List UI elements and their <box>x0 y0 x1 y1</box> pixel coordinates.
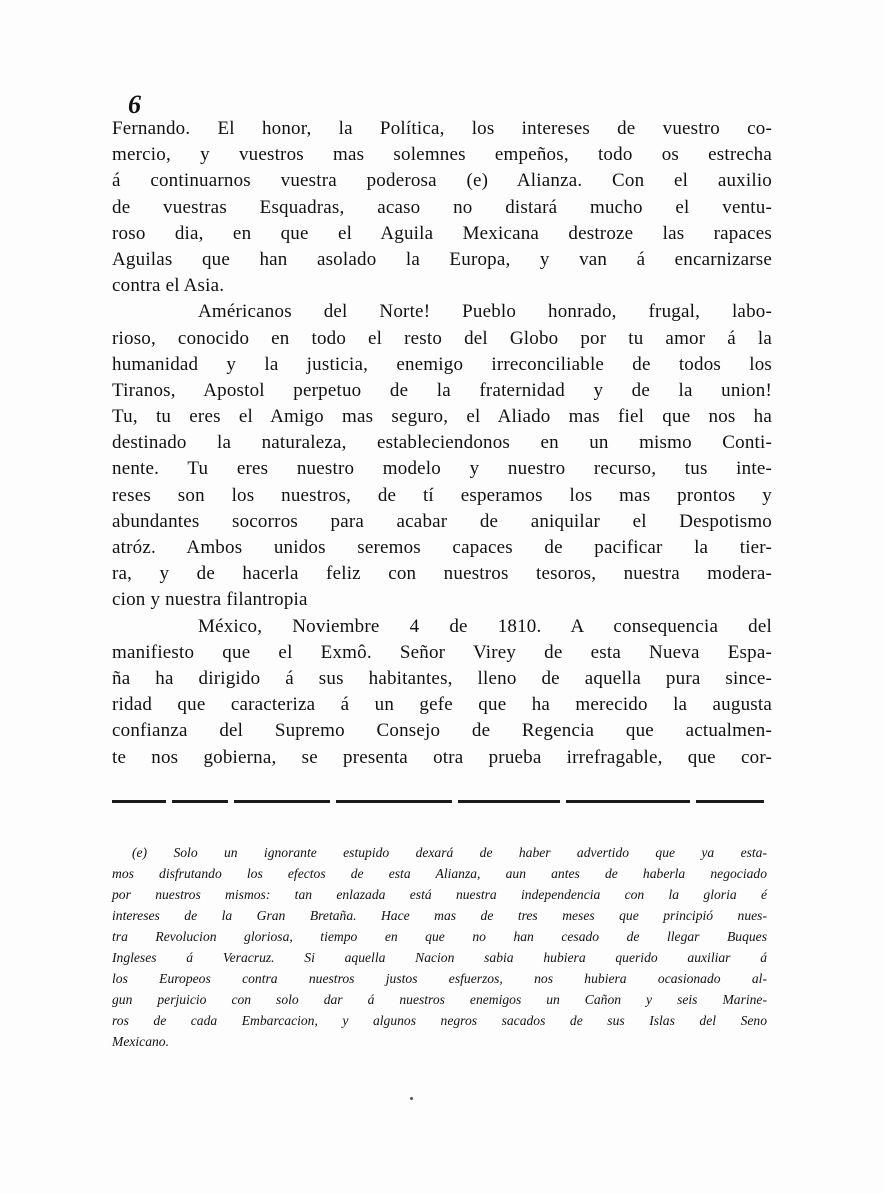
page-number: 6 <box>128 90 141 119</box>
body-text <box>112 116 772 771</box>
footnote-divider <box>112 800 764 803</box>
body-line: ra, y de hacerla feliz con nuestros tesoros, nuestra modera- <box>112 563 772 585</box>
body-line: ña ha dirigido á sus habitantes, lleno de aquella pura since- <box>112 667 772 689</box>
body-line: contra el Asia. <box>112 275 225 297</box>
footnote <box>112 842 767 1052</box>
divider-gap <box>330 799 336 804</box>
dateline: México, Noviembre 4 de 1810. A consequencia del <box>198 615 772 637</box>
divider-gap <box>560 799 566 804</box>
body-line: humanidad y la justicia, enemigo irreconciliable de todos los <box>112 353 772 375</box>
divider-gap <box>228 799 234 804</box>
body-line: Tiranos, Apostol perpetuo de la fraternidad y de la union! <box>112 379 772 401</box>
footnote-line: Mexicano. <box>112 1034 169 1049</box>
footnote-line: gun perjuicio con solo dar á nuestros enemigos un Cañon y seis Marine- <box>112 992 767 1007</box>
footnote-line: mos disfrutando los efectos de esta Alianza, aun antes de haberla negociado <box>112 866 767 881</box>
body-line: reses son los nuestros, de tí esperamos los mas prontos y <box>112 484 772 506</box>
body-line: confianza del Supremo Consejo de Regencia que actualmen- <box>112 720 772 742</box>
print-speck <box>410 1097 413 1100</box>
body-line: á continuarnos vuestra poderosa (e) Alianza. Con el auxilio <box>112 170 772 192</box>
divider-gap <box>690 799 696 804</box>
body-line: Fernando. El honor, la Política, los intereses de vuestro co- <box>112 118 772 139</box>
body-line: atróz. Ambos unidos seremos capaces de pacificar la tier- <box>112 537 772 558</box>
footnote-line: ros de cada Embarcacion, y algunos negros sacados de sus Islas del Seno <box>112 1013 767 1028</box>
footnote-line: (e) Solo un ignorante estupido dexará de haber advertido que ya esta- <box>132 845 767 860</box>
footnote-line: por nuestros mismos: tan enlazada está nuestra independencia con la gloria é <box>112 887 767 902</box>
body-line: de vuestras Esquadras, acaso no distará mucho el ventu- <box>112 196 772 218</box>
body-line: destinado la naturaleza, estableciendonos en un mismo Conti- <box>112 432 772 454</box>
body-line: Américanos del Norte! Pueblo honrado, frugal, labo- <box>198 301 772 323</box>
footnote-line: tra Revolucion gloriosa, tiempo en que no han cesado de llegar Buques <box>112 929 767 944</box>
body-line: rioso, conocido en todo el resto del Globo por tu amor á la <box>112 327 772 349</box>
footnote-line: Ingleses á Veracruz. Si aquella Nacion sabia hubiera querido auxiliar á <box>112 950 767 965</box>
body-line: nente. Tu eres nuestro modelo y nuestro recurso, tus inte- <box>112 458 772 480</box>
body-line: te nos gobierna, se presenta otra prueba irrefragable, que cor- <box>112 746 772 768</box>
divider-gap <box>452 799 458 804</box>
body-line: Tu, tu eres el Amigo mas seguro, el Aliado mas fiel que nos ha <box>112 406 772 428</box>
body-line: abundantes socorros para acabar de aniquilar el Despotismo <box>112 510 772 532</box>
body-line: manifiesto que el Exmô. Señor Virey de esta Nueva Espa- <box>112 641 772 663</box>
footnote-line: intereses de la Gran Bretaña. Hace mas de tres meses que principió nues- <box>112 908 767 923</box>
body-line: mercio, y vuestros mas solemnes empeños, todo os estrecha <box>112 144 772 166</box>
footnote-line: los Europeos contra nuestros justos esfuerzos, nos hubiera ocasionado al- <box>112 971 767 986</box>
body-line: Aguilas que han asolado la Europa, y van á encarnizarse <box>112 248 772 270</box>
divider-gap <box>166 799 172 804</box>
body-line: roso dia, en que el Aguila Mexicana destroze las rapaces <box>112 222 772 244</box>
body-line: ridad que caracteriza á un gefe que ha merecido la augusta <box>112 694 772 716</box>
body-line: cion y nuestra filantropia <box>112 589 308 611</box>
